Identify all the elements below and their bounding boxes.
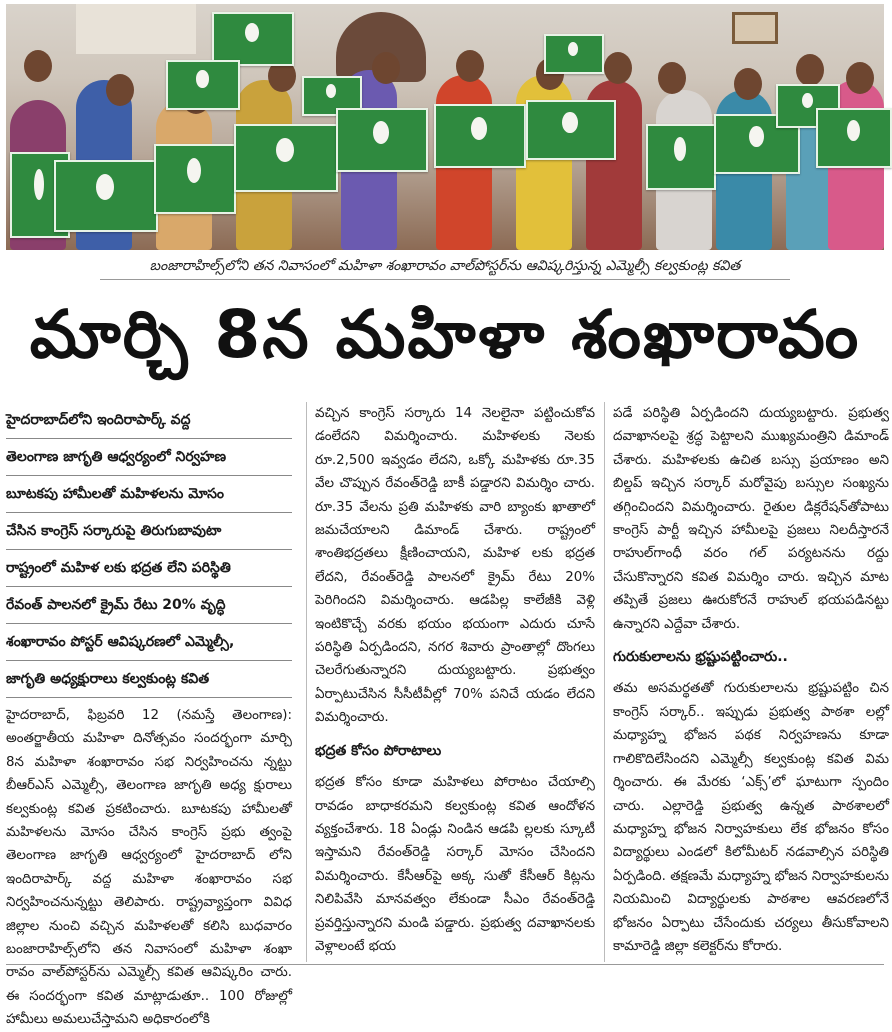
subheading: భద్రత కోసం పోరాటాలు	[315, 742, 442, 759]
article-column-2	[306, 402, 595, 962]
photo-poster	[234, 124, 338, 192]
photo-head	[24, 50, 52, 82]
photo-poster	[434, 104, 526, 168]
photo-head	[106, 74, 134, 106]
photo-poster	[646, 124, 716, 190]
photo-poster	[816, 108, 892, 168]
photo-caption: బంజారాహిల్స్‌లోని తన నివాసంలో మహిళా శంఖారావం వాల్‌పోస్టర్‌ను ఆవిష్కరిస్తున్న ఎమ్మెల్సీ కల్వకుంట్ల కవిత	[100, 253, 790, 280]
highlight-item: బూటకపు హామీలతో మహిళలను మోసం	[6, 476, 292, 513]
highlight-item: జాగృతి అధ్యక్షురాలు కల్వకుంట్ల కవిత	[6, 661, 292, 698]
highlights-list	[6, 402, 292, 698]
highlight-item: శంఖారావం పోస్టర్ ఆవిష్కరణలో ఎమ్మెల్సీ,	[6, 624, 292, 661]
news-photo	[6, 4, 884, 250]
photo-head	[846, 62, 874, 94]
bottom-rule	[6, 964, 884, 965]
highlight-item: తెలంగాణ జాగృతి ఆధ్వర్యంలో నిర్వహణ	[6, 439, 292, 476]
article-paragraph: పడే పరిస్థితి ఏర్పడిందని దుయ్యబట్టారు. ప్రభుత్వ దవాఖానలపై శ్రద్ధ పెట్టాలని ముఖ్యమంత్రిని డిమాండ్ చేశారు. మహిళలకు ఉచిత బస్సు ప్రయాణం అని బిల్డప్ ఇచ్చిన సర్కార్ మరోవైపు బస్సుల సంఖ్యను తగ్గించిందని విమర్శించారు. రైతుల డిక్లరేషన్‌తోపాటు కాంగ్రెస్ పార్టీ ఇచ్చిన హామీలపై ప్రజలు నిలదీస్తారనే రాహుల్‌గాంధీ వరం గల్ పర్యటనను రద్దు చేసుకొన్నారని కవిత విమర్శిం చారు. ఇచ్చిన మాట తప్పితే ప్రజలు ఊరుకోరనే రాహుల్ భయపడినట్టు ఉన్నారని ఎద్దేవా చేశారు.	[613, 406, 889, 632]
photo-head	[456, 50, 484, 82]
highlight-item: హైదరాబాద్‌లోని ఇందిరాపార్క్ వద్ద	[6, 402, 292, 439]
article-column-3	[604, 402, 889, 962]
photo-poster	[212, 12, 294, 66]
article-paragraph: హైదరాబాద్, ఫిబ్రవరి 12 (నమస్తే తెలంగాణ): అంతర్జాతీయ మహిళా దినోత్సవం సందర్భంగా మార్చి 8న మహిళా శంఖారావం సభ నిర్వహించను న్నట్టు బీఆర్ఎస్ ఎమ్మెల్సీ, తెలంగాణ జాగృతి అధ్య క్షురాలు కల్వకుంట్ల కవిత ప్రకటించారు. బూటకపు హామీలతో మహిళలను మోసం చేసిన కాంగ్రెస్ ప్రభు త్వంపై తెలంగాణ జాగృతి ఆధ్వర్యంలో హైదరాబాద్ లోని ఇందిరాపార్క్ వద్ద మహిళా శంఖారావం సభ నిర్వహించనున్నట్టు తెలిపారు. రాష్ట్రవ్యాప్తంగా వివిధ జిల్లాల నుంచి వచ్చిన మహిళలతో కలిసి బుధవారం బంజారాహిల్స్‌లోని తన నివాసంలో మహిళా శంఖా రావం వాల్‌పోస్టర్‌ను ఎమ్మెల్సీ కవిత ఆవిష్కరిం చారు. ఈ సందర్భంగా కవిత మాట్లాడుతూ.. 100 రోజుల్లో హామీలు అమలుచేస్తామని అధికారంలోకి	[6, 708, 292, 1028]
headline: మార్చి 8న మహిళా శంఖారావం	[29, 296, 861, 373]
photo-head	[604, 52, 632, 84]
photo-poster	[544, 34, 604, 74]
photo-head	[372, 52, 400, 84]
photo-poster	[336, 108, 428, 172]
article-paragraph: తమ అసమర్థతతో గురుకులాలను భ్రష్టుపట్టిం చిన కాంగ్రెస్ సర్కార్.. ఇప్పుడు ప్రభుత్వ పాఠశా లల్లో మధ్యాహ్న భోజన పథక నిర్వహణను కూడా గాలికొదిలేసిందని ఎమ్మెల్సీ కల్వకుంట్ల కవిత విమ ర్శించారు. ఈ మేరకు ‘ఎక్స్’లో ఘాటుగా స్పందిం చారు. ఎల్లారెడ్డి ప్రభుత్వ ఉన్నత పాఠశాలలో మధ్యాహ్న భోజన నిర్వాహకులు లేక భోజనం కోసం విద్యార్థులు ఎండలో కిలోమీటర్ నడవాల్సిన పరిస్థితి ఏర్పడింది. తక్షణమే మధ్యాహ్న భోజన నిర్వాహకులను నియమించి విద్యార్థులకు పాఠశాల ఆవరణలోనే భోజనం ఏర్పాటు చేసేందుకు చర్యలు తీసుకోవాలని కామారెడ్డి జిల్లా కలెక్టర్‌ను కోరారు.	[613, 681, 889, 954]
photo-banner	[76, 4, 196, 54]
highlight-item: రేవంత్ పాలనలో క్రైమ్ రేటు 20% వృద్ధి	[6, 587, 292, 624]
photo-wall-frame	[732, 12, 778, 44]
photo-poster	[166, 60, 240, 110]
photo-poster	[54, 160, 158, 232]
photo-head	[796, 54, 824, 86]
article-paragraph: వచ్చిన కాంగ్రెస్ సర్కారు 14 నెలలైనా పట్టించుకోవ డంలేదని విమర్శించారు. మహిళలకు నెలకు రూ.2,500 ఇవ్వడం లేదని, ఒక్కో మహిళకు రూ.35 వేల చొప్పున రేవంత్‌రెడ్డి బాకీ పడ్డారని విమర్శిం చారు. రూ.35 వేలను ప్రతి మహిళకు వారి బ్యాంకు ఖాతాలో జమచేయాలని డిమాండ్ చేశారు. రాష్ట్రంలో శాంతిభద్రతలు క్షీణించాయని, మహిళ లకు భద్రత లేదని, రేవంత్‌రెడ్డి పాలనలో క్రైమ్ రేటు 20% పెరిగిందని విమర్శించారు. ఆడపిల్ల కాలేజీకి వెళ్లి ఇంటికొచ్చే వరకు భయం భయంగా ఎదురు చూసే పరిస్థితి ఏర్పడిందని, నగర శివారు ప్రాంతాల్లో దొంగలు చెలరేగుతున్నారని దుయ్యబట్టారు. ప్రభుత్వం ఏర్పాటుచేసిన సీసీటీవీల్లో 70% పనిచే యడం లేదని విమర్శించారు.	[315, 406, 595, 726]
article-paragraph: భద్రత కోసం కూడా మహిళలు పోరాటం చేయాల్సి రావడం బాధాకరమని కల్వకుంట్ల కవిత ఆందోళన వ్యక్తంచేశారు. 18 ఏండ్లు నిండిన ఆడపి ల్లలకు స్కూటీ ఇస్తామని రేవంత్‌రెడ్డి సర్కార్ మోసం చేసిందని విమర్శించారు. కేసీఆర్‌పై అక్క సుతో కేసీఆర్ కిట్లను నిలిపివేసి మానవత్వం లేకుండా సీఎం రేవంత్‌రెడ్డి ప్రవర్తిస్తున్నారని మండి పడ్డారు. ప్రభుత్వ దవాఖానలకు వెళ్లాలంటే భయ	[315, 775, 595, 954]
photo-poster	[154, 144, 236, 214]
article-column-1	[6, 402, 292, 1028]
highlight-item: చేసిన కాంగ్రెస్ సర్కారుపై తిరుగుబావుటా	[6, 513, 292, 550]
subheading: గురుకులాలను భ్రష్టుపట్టించారు..	[613, 649, 788, 666]
photo-head	[658, 62, 686, 94]
highlight-item: రాష్ట్రంలో మహిళ లకు భద్రత లేని పరిస్థితి	[6, 550, 292, 587]
photo-head	[734, 68, 762, 100]
photo-poster	[526, 100, 616, 160]
